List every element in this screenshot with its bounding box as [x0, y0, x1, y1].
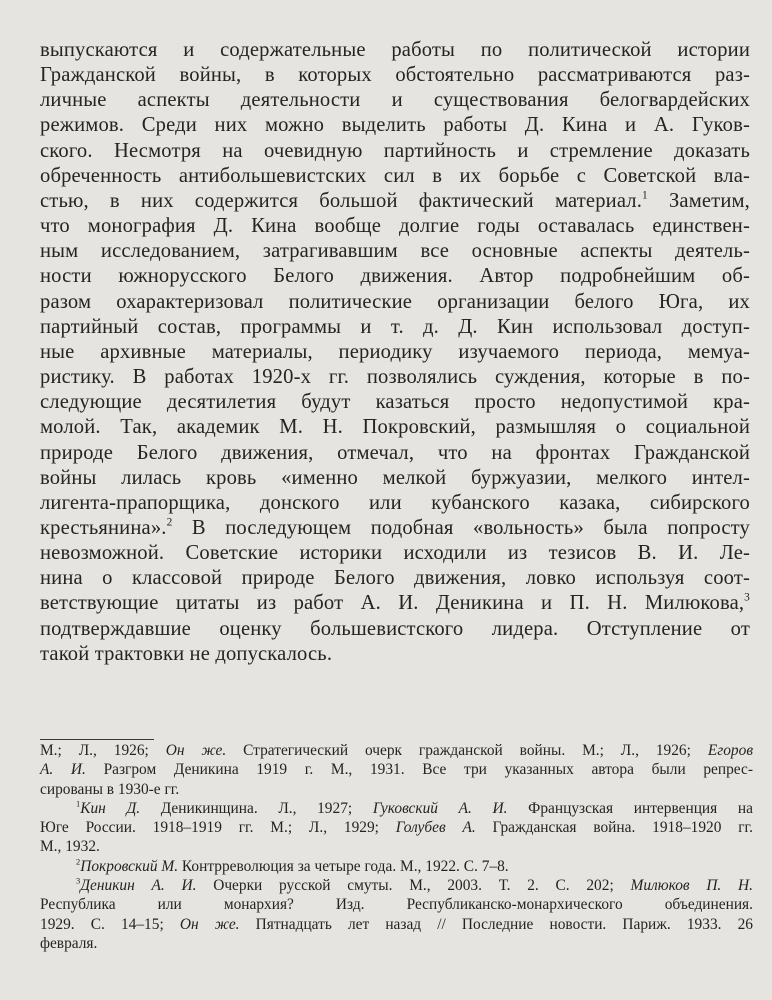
footnote-text: Юге России. 1918–1919 гг. М.; Л., 1929; — [40, 819, 379, 837]
text-line: выпускаются и содержательные работы по политической истории — [40, 39, 750, 61]
text-segment: крестьянина». — [40, 516, 167, 539]
text-segment: стью, в них содержится большой фактический материал. — [40, 189, 643, 212]
footnote-author: А. И. — [40, 761, 86, 779]
footnote-line: сированы в 1930-е гг. — [40, 780, 180, 798]
footnote-text: Гражданская война. 1918–1920 гг. — [492, 819, 753, 837]
text-line: режимов. Среди них можно выделить работы Д. Кина и А. Гуков- — [40, 114, 750, 137]
footnote-author: Милюков П. Н. — [630, 877, 753, 895]
footnote-number: 2 — [76, 856, 81, 867]
footnote-text: Деникинщина. Л., 1927; — [160, 799, 353, 817]
text-line: ристику. В работах 1920-х гг. позволялись суждения, которые в по- — [40, 366, 750, 389]
footnote-ref-1[interactable]: 1 — [642, 189, 648, 202]
text-line: личные аспекты деятельности и существования белогвардейских — [40, 89, 750, 112]
footnote-author: Покровский М. — [80, 857, 179, 875]
footnote-text: Пятнадцать лет назад // Последние новости. Париж. 1933. 26 — [255, 915, 753, 933]
footnote-ref-3[interactable]: 3 — [744, 591, 750, 604]
footnote-ref-2[interactable]: 2 — [166, 516, 173, 529]
text-line: обреченность антибольшевистских сил в их борьбе с Советской вла- — [40, 164, 750, 187]
footnote-author: Он же. — [165, 742, 227, 759]
footnote-line — [40, 760, 753, 779]
main-text — [40, 38, 750, 667]
text-line: войны лилась кровь «именно мелкой буржуазии, мелкого интел- — [40, 466, 750, 489]
footnote-line — [40, 741, 753, 760]
footnotes — [40, 741, 753, 953]
footnote-text: Разгром Деникина 1919 г. М., 1931. Все три указанных автора были репрес- — [103, 761, 753, 779]
text-line: молой. Так, академик М. Н. Покровский, размышляя о социальной — [40, 416, 750, 439]
text-line — [40, 516, 750, 541]
text-line: нина о классовой природе Белого движения, ловко используя соот- — [40, 567, 750, 590]
footnote-text: Очерки русской смуты. М., 2003. Т. 2. С. 202; — [213, 877, 614, 895]
footnote-author: Он же. — [179, 915, 240, 933]
text-line: следующие десятилетия будут казаться просто недопустимой кра- — [40, 391, 750, 414]
footnote-2 — [40, 857, 753, 876]
footnote-text: 1929. С. 14–15; — [40, 915, 164, 933]
footnote-author: Голубев А. — [395, 819, 476, 837]
text-line: такой трактовки не допускалось. — [40, 642, 333, 665]
text-segment: В последующем подобная «вольность» была попросту — [191, 516, 750, 539]
text-line: лигента-прапорщика, донского или кубанского казака, сибирского — [40, 491, 750, 514]
text-line: ные архивные материалы, периодику изучаемого периода, мемуа- — [40, 340, 750, 363]
text-line: Гражданской войны, в которых обстоятельно рассматриваются раз- — [40, 64, 750, 87]
text-line: ского. Несмотря на очевидную партийность и стремление доказать — [40, 139, 750, 162]
footnote-text: Контрреволюция за четыре года. М., 1922. С. 7–8. — [181, 857, 509, 875]
footnote-line — [40, 915, 753, 934]
footnote-1 — [40, 799, 753, 818]
text-line: подтверждавшие оценку большевистского лидера. Отступление от — [40, 617, 750, 640]
text-line: партийный состав, программы и т. д. Д. Кин использовал доступ- — [40, 315, 750, 338]
footnote-line: М., 1932. — [40, 838, 100, 856]
footnote-author: Гуковский А. И. — [372, 799, 508, 817]
footnote-text: Французская интервенция на — [528, 799, 753, 817]
footnote-line — [40, 818, 753, 837]
text-line: ным исследованием, затрагивавшим все основные аспекты деятель- — [40, 240, 750, 263]
footnote-author: Деникин А. И. — [80, 877, 197, 895]
text-line: ности южнорусского Белого движения. Автор подробнейшим об- — [40, 265, 750, 288]
text-line: природе Белого движения, отмечал, что на фронтах Гражданской — [40, 441, 750, 464]
text-line: что монография Д. Кина вообще долгие годы оставалась единствен- — [40, 215, 750, 238]
footnote-number: 3 — [76, 875, 81, 886]
text-line: невозможной. Советские историки исходили из тезисов В. И. Ле- — [40, 542, 750, 565]
text-segment: ветствующие цитаты из работ А. И. Деникина и П. Н. Милюкова, — [40, 592, 745, 615]
footnote-author: Кин Д. — [80, 799, 141, 817]
footnote-author: Егоров — [707, 742, 754, 759]
footnote-number: 1 — [76, 798, 81, 809]
footnote-text: Стратегический очерк гражданской войны. М.; Л., 1926; — [243, 742, 691, 759]
footnote-divider — [40, 739, 154, 740]
text-line — [40, 189, 750, 214]
text-line — [40, 591, 750, 616]
footnote-line: Республика или монархия? Изд. Республиканско-монархического объединения. — [40, 896, 753, 914]
text-segment: Заметим, — [668, 189, 750, 212]
footnote-3 — [40, 876, 753, 895]
footnote-line: февраля. — [40, 934, 98, 952]
footnote-text: М.; Л., 1926; — [40, 742, 149, 759]
text-line: разом охарактеризовал политические организации белого Юга, их — [40, 290, 750, 313]
